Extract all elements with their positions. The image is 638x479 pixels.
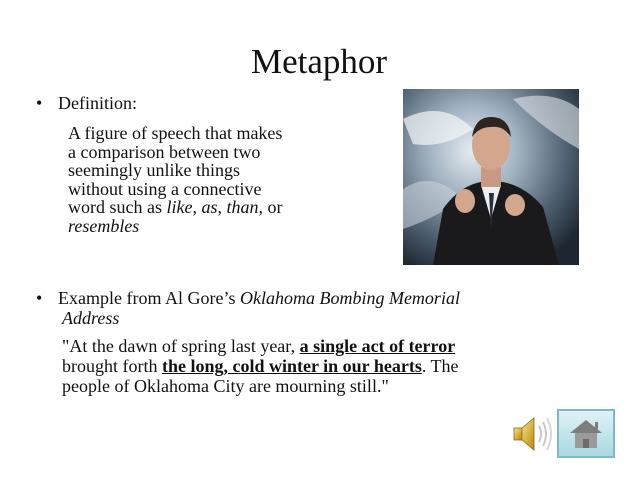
quote-emphasis: a single act of terror bbox=[299, 336, 456, 356]
definition-text-run: word such as bbox=[68, 197, 167, 217]
quote-text-run: . The bbox=[421, 356, 459, 376]
definition-heading: Definition: bbox=[58, 93, 137, 113]
definition-line: a comparison between two bbox=[68, 141, 261, 162]
example-line bbox=[36, 308, 596, 328]
quote-text bbox=[62, 336, 552, 396]
example-line bbox=[36, 288, 596, 308]
example-italic-run: Oklahoma Bombing Memorial bbox=[239, 288, 460, 308]
definition-line bbox=[68, 217, 338, 236]
definition-italic-run: resembles bbox=[68, 215, 140, 236]
speaker-icon[interactable] bbox=[506, 412, 554, 456]
definition-line: without using a connective bbox=[68, 178, 262, 199]
home-icon bbox=[559, 411, 613, 456]
example-text-run: Example from Al Gore’s bbox=[58, 288, 240, 308]
definition-line bbox=[68, 198, 338, 217]
bullet-dot: • bbox=[36, 288, 43, 308]
definition-line: seemingly unlike things bbox=[68, 160, 240, 180]
definition-bullet bbox=[36, 93, 137, 113]
example-italic-run: Address bbox=[62, 308, 120, 328]
example-bullet bbox=[36, 288, 596, 328]
definition-text bbox=[68, 124, 338, 235]
bullet-dot: • bbox=[36, 93, 43, 113]
definition-line: A figure of speech that makes bbox=[68, 123, 283, 143]
definition-italic-run: like, as, than, bbox=[166, 197, 263, 217]
quote-line: people of Oklahoma City are mourning still." bbox=[62, 376, 389, 396]
quote-text-run: "At the dawn of spring last year, bbox=[62, 336, 300, 356]
quote-line bbox=[62, 356, 552, 376]
quote-emphasis: the long, cold winter in our hearts bbox=[161, 356, 422, 376]
definition-text-run: or bbox=[262, 197, 283, 217]
quote-text-run: brought forth bbox=[62, 356, 162, 376]
quote-line bbox=[62, 336, 552, 356]
speaker-photo bbox=[403, 89, 579, 265]
home-button[interactable] bbox=[557, 409, 615, 458]
slide-title: Metaphor bbox=[250, 42, 388, 81]
